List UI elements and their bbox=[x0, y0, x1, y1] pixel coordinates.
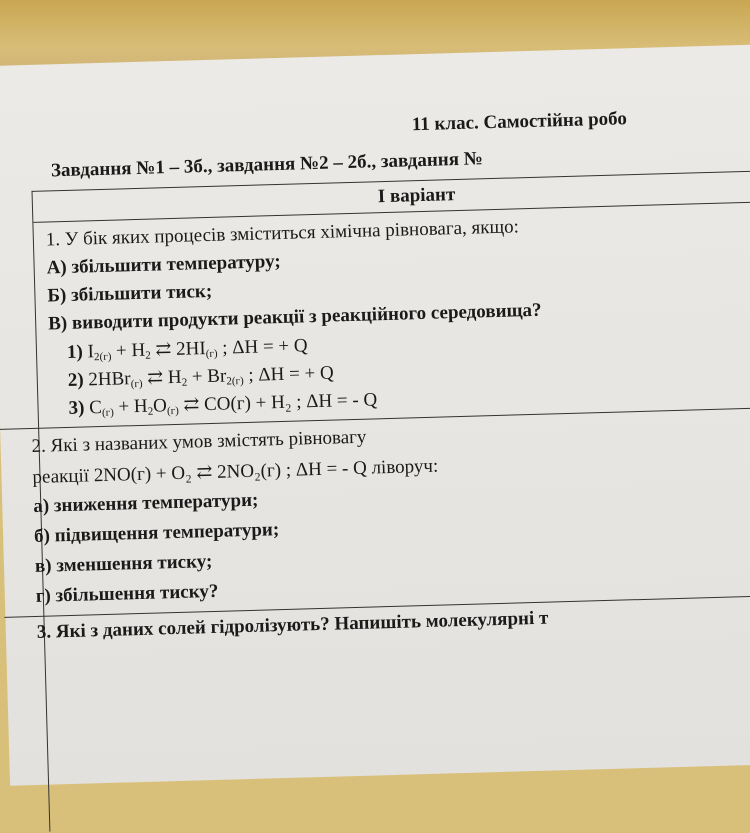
task2-question: 2. Які з названих умов змістять рівновагу bbox=[31, 426, 367, 457]
task1-option-c: В) виводити продукти реакції з реакційного середовища? bbox=[47, 299, 542, 335]
variant-label: І варіант bbox=[377, 184, 456, 208]
tasks-table bbox=[32, 170, 750, 832]
task1-question: 1. У бік яких процесів зміститься хімічна рівновага, якщо: bbox=[45, 216, 520, 251]
worksheet-page bbox=[0, 44, 750, 786]
task1-option-a: А) збільшити температуру; bbox=[46, 250, 281, 279]
task2-option-d: г) збільшення тиску? bbox=[35, 580, 219, 607]
worksheet-title: 11 клас. Самостійна робо bbox=[411, 108, 628, 136]
task1-option-b: Б) збільшити тиск; bbox=[47, 280, 213, 307]
task1-reaction-3: 3) $C_{(г)} + H_2O_{(г)}$ ⇄ CO(г) + H₂ ; ΔH = - Q bbox=[68, 389, 378, 420]
task2-option-a: а) зниження температури; bbox=[33, 489, 259, 517]
task2-option-c: в) зменшення тиску; bbox=[34, 550, 213, 577]
task3-question: 3. Які з даних солей гідролізують? Напишіть молекулярні т bbox=[36, 607, 549, 643]
task2-reaction: реакції 2NO(г) + O₂ ⇄ 2NO₂(г) ; ΔH = - Q ліворуч: bbox=[32, 455, 439, 488]
tasks-points-line: Завдання №1 – 3б., завдання №2 – 2б., завдання № bbox=[50, 148, 484, 182]
task1-reaction-2: 2) 2HBr$_{(г)}$ ⇄ $H_2 + Br_{2(г)}$ ; ΔH = + Q bbox=[67, 362, 334, 391]
task2-option-b: б) підвищення температури; bbox=[33, 519, 280, 547]
task1-reaction-1: 1) $I_{2(г)} + H_2$ ⇄ $2HI_{(г)}$ ; ΔH = + Q bbox=[66, 335, 308, 364]
